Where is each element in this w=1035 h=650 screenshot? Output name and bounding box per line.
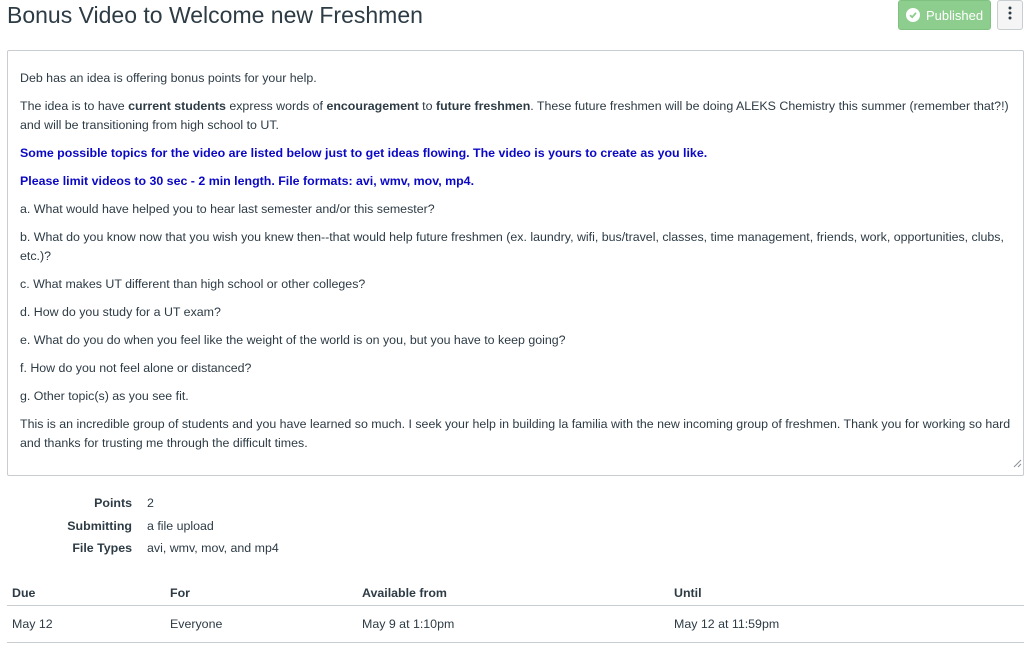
available-until: May 12 at 11:59pm — [674, 617, 780, 631]
column-header: Due — [12, 585, 36, 600]
bold-text: current students — [128, 99, 226, 113]
column-header: For — [170, 585, 190, 600]
detail-label: File Types — [72, 541, 132, 556]
topic-item: f. How do you not feel alone or distanced? — [20, 361, 252, 375]
assignment-description — [7, 50, 1024, 476]
page-title: Bonus Video to Welcome new Freshmen — [7, 2, 423, 28]
topic-item: c. What makes UT different than high school or other colleges? — [20, 277, 366, 291]
description-paragraph — [20, 97, 1011, 135]
column-header: Available from — [362, 585, 447, 600]
detail-row-file-types — [0, 537, 279, 560]
published-label: Published — [926, 7, 984, 23]
detail-value: a file upload — [147, 518, 214, 533]
text-run: The idea is to have — [20, 99, 129, 113]
detail-row-submitting — [0, 515, 279, 538]
topic-item: e. What do you do when you feel like the weight of the world is on you, but you have to keep going? — [20, 333, 566, 347]
column-header: Until — [674, 585, 702, 600]
check-circle-icon — [906, 8, 920, 22]
due-date: May 12 — [12, 617, 53, 631]
published-button[interactable] — [898, 0, 991, 30]
text-run: . These future freshmen will be doing ALEKS Chemistry this summer (remember that?!) and will be transitioning from high school to UT. — [20, 99, 1009, 132]
resize-handle-icon[interactable] — [1013, 455, 1022, 474]
closing-paragraph: This is an incredible group of students and you have learned so much. I seek your help in building la familia with the new incoming group of freshmen. Thank you for working so hard and thanks for trusting me through the difficult times. — [20, 417, 1011, 450]
topic-item: g. Other topic(s) as you see fit. — [20, 389, 189, 403]
topic-item: b. What do you know now that you wish you knew then--that would help future freshmen (ex. laundry, wifi, bus/travel, classes, time management, friends, work, opportunities, clubs, etc.)? — [20, 230, 1004, 263]
more-options-button[interactable] — [997, 0, 1023, 30]
detail-label: Points — [94, 496, 132, 511]
detail-value: 2 — [147, 496, 154, 511]
text-run: to — [418, 99, 436, 113]
dates-table — [7, 580, 1024, 643]
detail-row-points — [0, 492, 279, 515]
available-from: May 9 at 1:10pm — [362, 617, 455, 631]
detail-label: Submitting — [67, 518, 132, 533]
topics-intro: Some possible topics for the video are listed below just to get ideas flowing. The video is yours to create as you like. — [20, 146, 708, 160]
text-run: express words of — [225, 99, 327, 113]
assigned-to: Everyone — [170, 617, 223, 631]
topic-item: a. What would have helped you to hear last semester and/or this semester? — [20, 202, 435, 216]
detail-value: avi, wmv, mov, and mp4 — [147, 541, 279, 556]
table-row — [7, 606, 1024, 643]
description-paragraph: Deb has an idea is offering bonus points for your help. — [20, 71, 317, 85]
kebab-menu-icon — [1008, 6, 1012, 25]
assignment-details — [0, 492, 279, 560]
dates-table-header — [7, 580, 1024, 606]
bold-text: future freshmen — [435, 99, 531, 113]
topic-item: d. How do you study for a UT exam? — [20, 305, 221, 319]
video-limits-note: Please limit videos to 30 sec - 2 min length. File formats: avi, wmv, mov, mp4. — [20, 174, 475, 188]
bold-text: encouragement — [326, 99, 419, 113]
